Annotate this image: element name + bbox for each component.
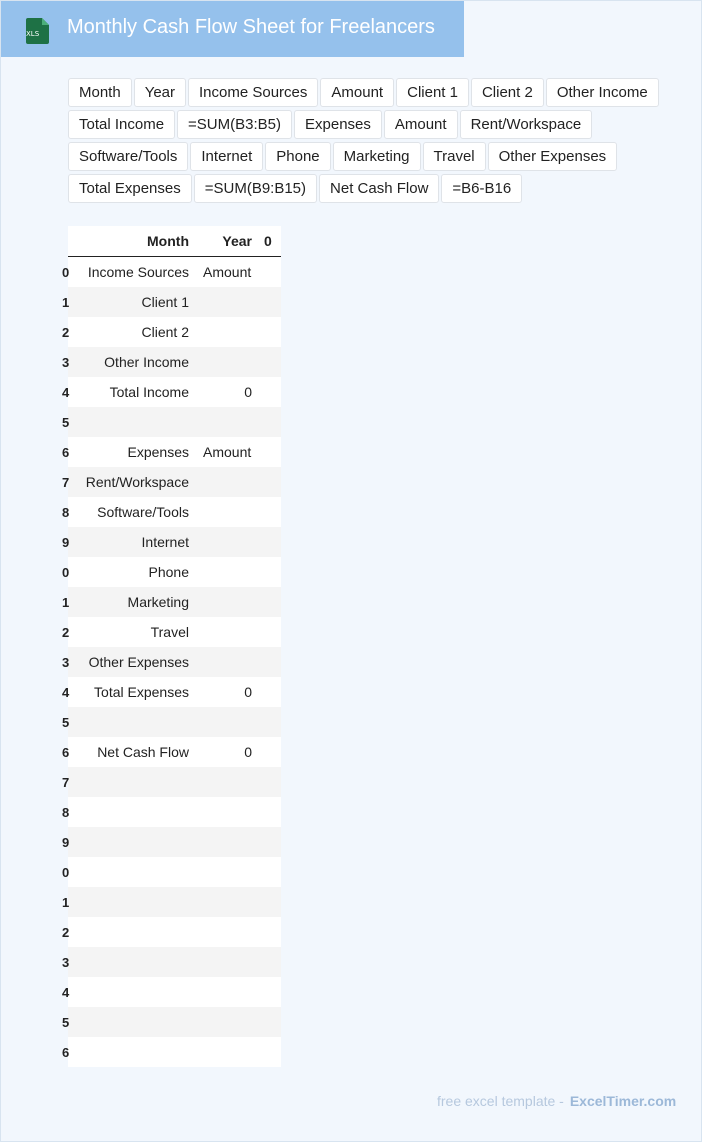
- table-row: [62, 587, 281, 617]
- cell-label: Rent/Workspace: [85, 474, 189, 490]
- row-index: 7: [62, 774, 70, 790]
- title-bar: [1, 1, 464, 57]
- table-row: [62, 827, 281, 857]
- page-title: Monthly Cash Flow Sheet for Freelancers: [67, 16, 435, 38]
- cell-label: Marketing: [127, 594, 189, 610]
- keyword-tag[interactable]: Month: [68, 78, 132, 107]
- row-index: 2: [62, 924, 70, 940]
- keyword-tag[interactable]: Total Income: [68, 110, 175, 139]
- row-index: 5: [62, 1014, 70, 1030]
- sheet-body: [62, 257, 281, 1067]
- table-row: [62, 257, 281, 287]
- table-row: [62, 617, 281, 647]
- table-row: [62, 707, 281, 737]
- table-row: [62, 497, 281, 527]
- row-index: 0: [62, 564, 70, 580]
- row-index: 3: [62, 354, 70, 370]
- cell-value: Amount: [203, 264, 252, 280]
- row-index: 2: [62, 624, 70, 640]
- keyword-tag[interactable]: Software/Tools: [68, 142, 188, 171]
- row-index: 8: [62, 804, 70, 820]
- keyword-tag[interactable]: Other Income: [546, 78, 659, 107]
- footer-credit[interactable]: [437, 1093, 676, 1109]
- row-index: 4: [62, 984, 70, 1000]
- keyword-tag[interactable]: =SUM(B9:B15): [194, 174, 317, 203]
- cell-label: Other Expenses: [88, 654, 189, 670]
- table-row: [62, 857, 281, 887]
- row-index: 9: [62, 534, 70, 550]
- keyword-tag[interactable]: Income Sources: [188, 78, 318, 107]
- row-index: 0: [62, 864, 70, 880]
- keyword-tag[interactable]: Total Expenses: [68, 174, 192, 203]
- row-index: 8: [62, 504, 70, 520]
- cell-label: Expenses: [127, 444, 189, 460]
- table-row: [62, 677, 281, 707]
- cell-value: 0: [244, 384, 252, 400]
- row-index: 6: [62, 1044, 70, 1060]
- keyword-tag[interactable]: Travel: [423, 142, 486, 171]
- table-row: [62, 947, 281, 977]
- row-index: 9: [62, 834, 70, 850]
- row-index: 2: [62, 324, 70, 340]
- keyword-tag[interactable]: Rent/Workspace: [460, 110, 593, 139]
- keyword-tag[interactable]: Other Expenses: [488, 142, 618, 171]
- cell-value: 0: [244, 744, 252, 760]
- keyword-tag-list: [68, 78, 668, 203]
- cell-label: Phone: [148, 564, 189, 580]
- table-row: [62, 1037, 281, 1067]
- table-row: [62, 377, 281, 407]
- row-index: 3: [62, 954, 70, 970]
- footer-brand-link[interactable]: ExcelTimer.com: [569, 1093, 677, 1109]
- row-index: 3: [62, 654, 70, 670]
- footer-text: free excel template -: [437, 1093, 564, 1109]
- keyword-tag[interactable]: Marketing: [333, 142, 421, 171]
- table-row: [62, 287, 281, 317]
- table-row: [62, 317, 281, 347]
- cell-value: Amount: [203, 444, 252, 460]
- row-index: 6: [62, 444, 70, 460]
- header-cell-month: Month: [147, 233, 189, 249]
- cell-value: 0: [244, 684, 252, 700]
- header-cell-year: Year: [222, 233, 252, 249]
- table-row: [62, 527, 281, 557]
- keyword-tag[interactable]: Year: [134, 78, 186, 107]
- cell-label: Client 1: [141, 294, 189, 310]
- table-row: [62, 437, 281, 467]
- cell-label: Other Income: [104, 354, 189, 370]
- table-row: [62, 917, 281, 947]
- row-index: 1: [62, 294, 70, 310]
- cell-label: Total Expenses: [94, 684, 189, 700]
- table-row: [62, 647, 281, 677]
- row-index: 5: [62, 414, 70, 430]
- svg-text:XLS: XLS: [26, 30, 40, 38]
- cell-label: Client 2: [141, 324, 189, 340]
- keyword-tag[interactable]: Client 1: [396, 78, 469, 107]
- keyword-tag[interactable]: Expenses: [294, 110, 382, 139]
- table-row: [62, 407, 281, 437]
- row-index: 5: [62, 714, 70, 730]
- row-index: 4: [62, 384, 70, 400]
- keyword-tag[interactable]: Amount: [320, 78, 394, 107]
- keyword-tag[interactable]: Phone: [265, 142, 330, 171]
- table-row: [62, 887, 281, 917]
- table-row: [62, 347, 281, 377]
- row-index: 1: [62, 894, 70, 910]
- keyword-tag[interactable]: =SUM(B3:B5): [177, 110, 292, 139]
- row-index: 7: [62, 474, 70, 490]
- table-row: [62, 557, 281, 587]
- row-index: 0: [62, 264, 70, 280]
- table-row: [62, 797, 281, 827]
- keyword-tag[interactable]: =B6-B16: [441, 174, 522, 203]
- cell-label: Software/Tools: [97, 504, 189, 520]
- cell-label: Total Income: [109, 384, 189, 400]
- cell-label: Income Sources: [87, 264, 189, 280]
- sheet-header-row: [68, 226, 281, 257]
- table-row: [62, 767, 281, 797]
- table-row: [62, 1007, 281, 1037]
- cell-label: Net Cash Flow: [97, 744, 189, 760]
- cell-label: Internet: [141, 534, 189, 550]
- keyword-tag[interactable]: Internet: [190, 142, 263, 171]
- spreadsheet-preview: [62, 226, 281, 1067]
- row-index: 1: [62, 594, 70, 610]
- cell-label: Travel: [150, 624, 189, 640]
- table-row: [62, 977, 281, 1007]
- row-index: 4: [62, 684, 70, 700]
- header-cell-zero: 0: [264, 233, 272, 249]
- excel-file-icon: [23, 15, 53, 45]
- row-index: 6: [62, 744, 70, 760]
- table-row: [62, 467, 281, 497]
- keyword-tag[interactable]: Amount: [384, 110, 458, 139]
- keyword-tag[interactable]: Client 2: [471, 78, 544, 107]
- table-row: [62, 737, 281, 767]
- keyword-tag[interactable]: Net Cash Flow: [319, 174, 439, 203]
